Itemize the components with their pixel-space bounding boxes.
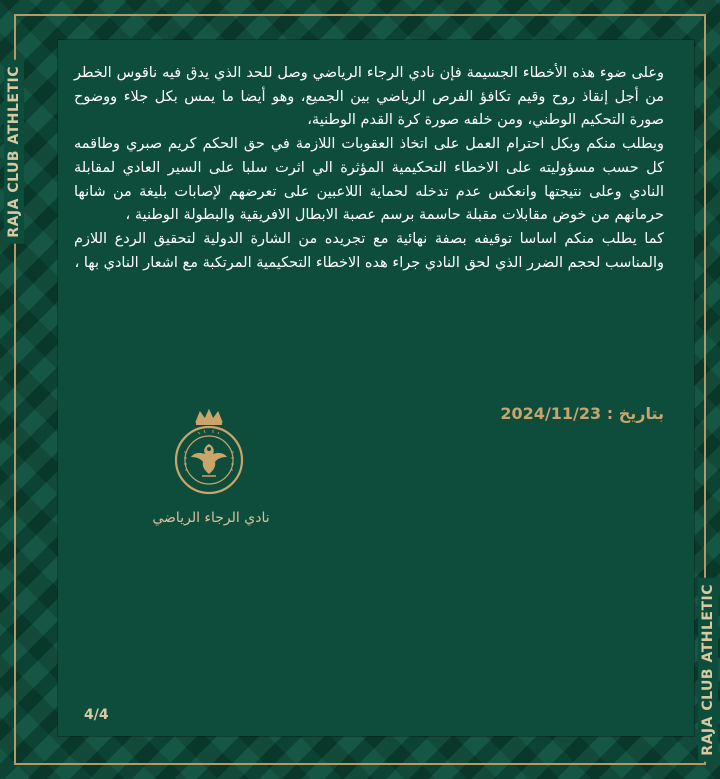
paragraph-2: ويطلب منكم وبكل احترام العمل على اتخاذ العقوبات اللازمة في حق الحكم كريم صبري وطاقمه كل حسب مسؤوليته على الاخطاء التحكيمية المؤثرة الي اثرت سلبا على السير العادي لمقابلة النادي وعلى نتيجتها وانعكس عدم تدخله لحماية اللاعبين على تعرضهم لإصابات بليغة من شانها حرمانهم من خوض مقابلات مقبلة حاسمة برسم عصبة الابطال الافريقية والبطولة الوطنية ،: [74, 136, 664, 224]
page-number: 4/4: [84, 707, 109, 723]
club-name-arabic: نادي الرجاء الرياضي: [152, 510, 270, 526]
side-label-right: RAJA CLUB ATHLETIC: [698, 578, 718, 762]
letter-body: [74, 62, 664, 275]
paragraph-3: كما يطلب منكم اساسا توقيفه بصفة نهائية مع تجريده من الشارة الدولية لتحقيق الردع اللازم والمناسب لحجم الضرر الذي لحق النادي جراء هده الاخطاء التحكيمية المرتكبة مع اشعار النادي بها ،: [74, 230, 664, 271]
club-crest-icon: [172, 408, 246, 500]
paragraph-1: وعلى ضوء هذه الأخطاء الجسيمة فإن نادي الرجاء الرياضي وصل للحد الذي يدق فيه ناقوس الخطر من أجل إنقاذ روح وقيم تكافؤ الفرص الرياضي بين الجميع، وهو أيضا ما يمس بكل جلاء ووضوح صورة التحكيم الوطني، ومن خلفه صورة كرة القدم الوطنية،: [74, 65, 664, 129]
side-label-left: RAJA CLUB ATHLETIC: [4, 60, 24, 244]
letter-date: بتاريخ : 2024/11/23: [500, 404, 664, 423]
